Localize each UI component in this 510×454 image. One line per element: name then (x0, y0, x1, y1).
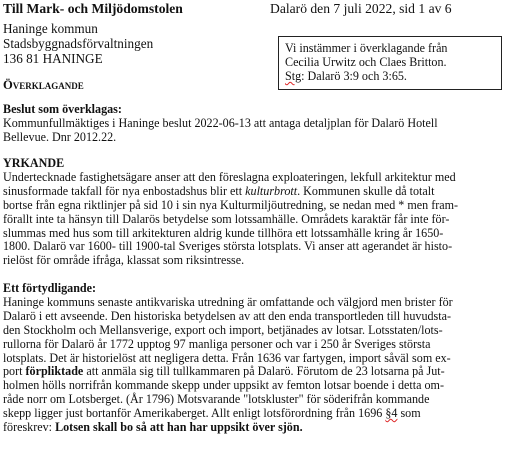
address-line: 136 81 HANINGE (3, 51, 103, 66)
body-line: lotsplats. Det är historielöst att negligera detta. Från 1636 var fartygen, import såväl som ex- (3, 350, 451, 365)
body-line: skepp ligger just bortanför Amerikaberget. Allt enligt lotsförordning från 1696 §4 som (3, 406, 421, 421)
body-line: Haninge kommuns senaste antikvariska utredning är omfattande och välgjord men brister för (3, 294, 453, 309)
emphasis: kulturbrott (245, 183, 298, 198)
body-line: port förpliktade att anmäla sig till tullkammaren på Dalarö. Förutom de 23 lotsarna på Jut- (3, 364, 445, 379)
body-line: holmen hölls norrifrån kommande skepp under uppsikt av femton lotsar boende i detta om- (3, 378, 444, 393)
body-line: förallt inte ta hänsyn till Dalarös betydelse som lotssamhälle. Områdets karaktär får inte för- (3, 211, 450, 226)
place-date-page: Dalarö den 7 juli 2022, sid 1 av 6 (270, 1, 452, 16)
recipient-address (3, 21, 153, 66)
body-line: råde norr om Lotsberget. (År 1796) Motsvarande "lotskluster" för söderifrån kommande (3, 392, 430, 407)
body-line: Undertecknade fastighetsägare anser att den föreslagna exploateringen, lekfull arkitektur med (3, 169, 456, 184)
section-clarification (3, 282, 453, 435)
section-heading: Beslut som överklagas: (3, 102, 122, 116)
body-line: 1800. Dalarö var 1600- till 1900-tal Sveriges största lotsplats. Vi anser att agerandet är histo- (3, 239, 453, 254)
body-line: rielöst för område ifråga, klassat som riksintresse. (3, 253, 245, 268)
address-line: Stadsbyggnadsförvaltningen (3, 36, 154, 51)
section-heading: Ett förtydligande: (3, 281, 97, 295)
section-decision (3, 103, 438, 145)
paragraph-reference: §4 (385, 406, 398, 421)
notice-line: Stg: Dalarö 3:9 och 3:65. (285, 68, 407, 83)
body-line: rullorna för Dalarö år 1772 upptog 97 manliga personer och var i 250 år Sveriges största (3, 336, 431, 351)
misspelled-word: Stg (285, 68, 302, 83)
notice-line: Cecilia Urwitz och Claes Britton. (285, 54, 447, 69)
section-heading: YRKANDE (3, 156, 65, 170)
recipient-title: Till Mark- och Miljödomstolen (3, 1, 183, 16)
body-line: föreskrev: Lotsen skall bo så att han har uppsikt över sjön. (3, 420, 303, 435)
bold-text: förpliktade (25, 364, 84, 379)
bold-text: Lotsen skall bo så att han har uppsikt över sjön. (55, 420, 303, 435)
body-line: Kommunfullmäktiges i Haninge beslut 2022-06-13 att antaga detaljplan för Dalarö Hotell (3, 115, 438, 130)
section-claim (3, 157, 458, 268)
body-line: slummas med hus som till arkitekturen aldrig kunde tillhöra ett lotssamhälle kring år 1650- (3, 225, 444, 240)
address-line: Haninge kommun (3, 21, 98, 36)
body-line: sinusformade takfall för nya enbostadshus blir ett kulturbrott. Kommunen skulle då totalt (3, 183, 435, 198)
document-type: Överklagande (3, 78, 84, 92)
body-line: bortse från egna riktlinjer på sid 10 i sin nya Kulturmiljöutredning, se nedan med * men fram- (3, 197, 459, 212)
notice-box (278, 36, 502, 90)
notice-line: Vi instämmer i överklagande från (285, 41, 448, 55)
body-line: Dalarö i ett avseende. Den historiska betydelsen av att den enda transportleden till huvudsta- (3, 308, 452, 323)
body-line: den Stockholm och Mellansverige, export och import, betjänades av lotsar. Lotsstaten/lots- (3, 322, 443, 337)
body-line: Bellevue. Dnr 2012.22. (3, 129, 117, 144)
